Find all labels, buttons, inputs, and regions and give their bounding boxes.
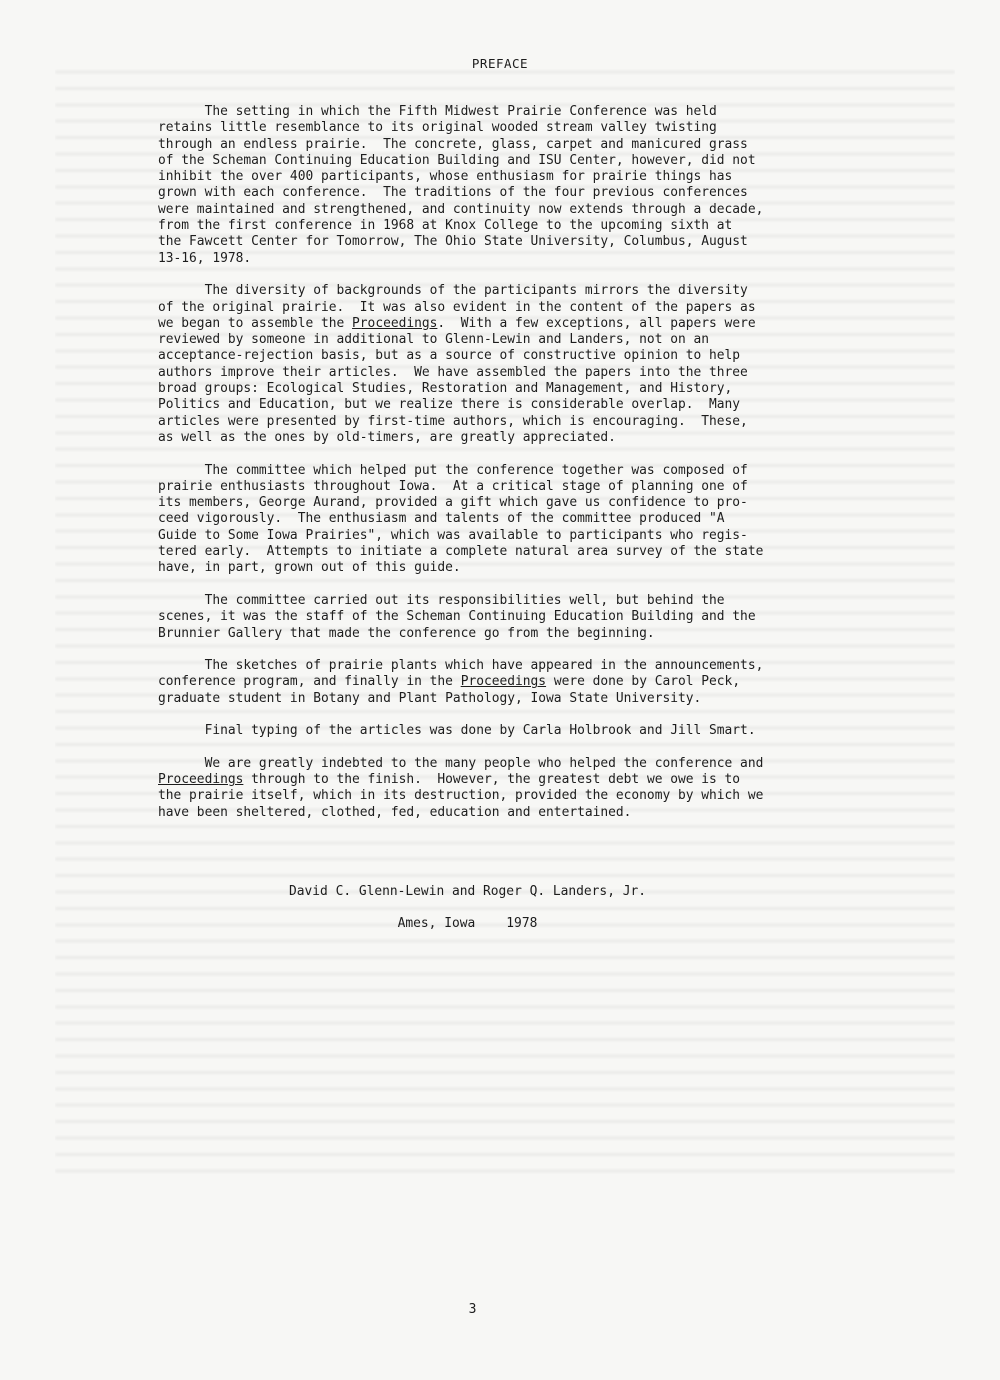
underlined-word: Proceedings bbox=[158, 772, 244, 788]
text-line: the prairie itself, which in its destruction, provided the economy by which we bbox=[158, 788, 764, 804]
text-line: The setting in which the Fifth Midwest Prairie Conference was held bbox=[158, 104, 717, 119]
text-line: scenes, it was the staff of the Scheman Continuing Education Building and the bbox=[158, 609, 756, 625]
text-line: graduate student in Botany and Plant Pathology, Iowa State University. bbox=[158, 690, 702, 706]
text-line: The sketches of prairie plants which have appeared in the announcements, bbox=[158, 658, 764, 674]
page-title: PREFACE bbox=[471, 56, 529, 71]
text-line: grown with each conference. The traditions of the four previous conferences bbox=[158, 185, 748, 201]
text-line: through an endless prairie. The concrete, glass, carpet and manicured grass bbox=[158, 136, 748, 152]
signature-line: David C. Glenn-Lewin and Roger Q. Landers, Jr. bbox=[289, 884, 646, 899]
text-line: of the original prairie. It was also evident in the content of the papers as bbox=[158, 299, 756, 315]
text-line: Final typing of the articles was done by Carla Holbrook and Jill Smart. bbox=[158, 723, 756, 739]
text-line: from the first conference in 1968 at Knox College to the upcoming sixth at bbox=[158, 218, 733, 234]
text-line: have, in part, grown out of this guide. bbox=[158, 560, 461, 576]
paragraph bbox=[158, 463, 808, 577]
text-line: inhibit the over 400 participants, whose enthusiasm for prairie things has bbox=[158, 169, 733, 185]
text-line: We are greatly indebted to the many people who helped the conference and bbox=[158, 755, 764, 771]
text-line: Guide to Some Iowa Prairies", which was available to participants who regis- bbox=[158, 527, 748, 543]
paragraph bbox=[158, 104, 808, 267]
paragraph bbox=[158, 283, 808, 446]
text-line: its members, George Aurand, provided a gift which gave us confidence to pro- bbox=[158, 495, 748, 511]
text-line: articles were presented by first-time authors, which is encouraging. These, bbox=[158, 413, 748, 429]
text-line: Politics and Education, but we realize there is considerable overlap. Many bbox=[158, 397, 741, 413]
text-line: reviewed by someone in additional to Glenn-Lewin and Landers, not on an bbox=[158, 332, 710, 348]
page-number: 3 bbox=[468, 1302, 477, 1317]
text-line: Proceedings through to the finish. However, the greatest debt we owe is to bbox=[158, 772, 741, 788]
text-line: were maintained and strengthened, and continuity now extends through a decade, bbox=[158, 201, 764, 217]
paragraph bbox=[158, 723, 808, 739]
text-line: conference program, and finally in the Proceedings were done by Carol Peck, bbox=[158, 674, 741, 690]
preface-body bbox=[158, 104, 808, 837]
paragraph bbox=[158, 658, 808, 707]
text-line: as well as the ones by old-timers, are greatly appreciated. bbox=[158, 429, 616, 445]
paragraph bbox=[158, 756, 808, 821]
text-line: the Fawcett Center for Tomorrow, The Ohio State University, Columbus, August bbox=[158, 234, 748, 250]
text-line: The committee which helped put the conference together was composed of bbox=[158, 462, 748, 478]
text-line: authors improve their articles. We have assembled the papers into the three bbox=[158, 364, 748, 380]
text-line: we began to assemble the Proceedings. With a few exceptions, all papers were bbox=[158, 315, 756, 331]
text-line: broad groups: Ecological Studies, Restoration and Management, and History, bbox=[158, 381, 733, 397]
text-line: 13-16, 1978. bbox=[158, 250, 252, 266]
paragraph bbox=[158, 593, 808, 642]
place-date-line: Ames, Iowa 1978 bbox=[397, 916, 538, 931]
text-line: The diversity of backgrounds of the participants mirrors the diversity bbox=[158, 283, 748, 299]
text-line: ceed vigorously. The enthusiasm and talents of the committee produced "A bbox=[158, 511, 725, 527]
text-line: retains little resemblance to its original wooded stream valley twisting bbox=[158, 120, 717, 136]
text-line: acceptance-rejection basis, but as a source of constructive opinion to help bbox=[158, 348, 741, 364]
text-line: have been sheltered, clothed, fed, education and entertained. bbox=[158, 804, 632, 820]
text-line: The committee carried out its responsibilities well, but behind the bbox=[158, 592, 725, 608]
text-line: prairie enthusiasts throughout Iowa. At a critical stage of planning one of bbox=[158, 478, 748, 494]
text-line: of the Scheman Continuing Education Building and ISU Center, however, did not bbox=[158, 152, 756, 168]
text-line: Brunnier Gallery that made the conference go from the beginning. bbox=[158, 625, 655, 641]
text-line: tered early. Attempts to initiate a complete natural area survey of the state bbox=[158, 544, 764, 560]
underlined-word: Proceedings bbox=[460, 674, 547, 690]
underlined-word: Proceedings bbox=[352, 315, 438, 331]
